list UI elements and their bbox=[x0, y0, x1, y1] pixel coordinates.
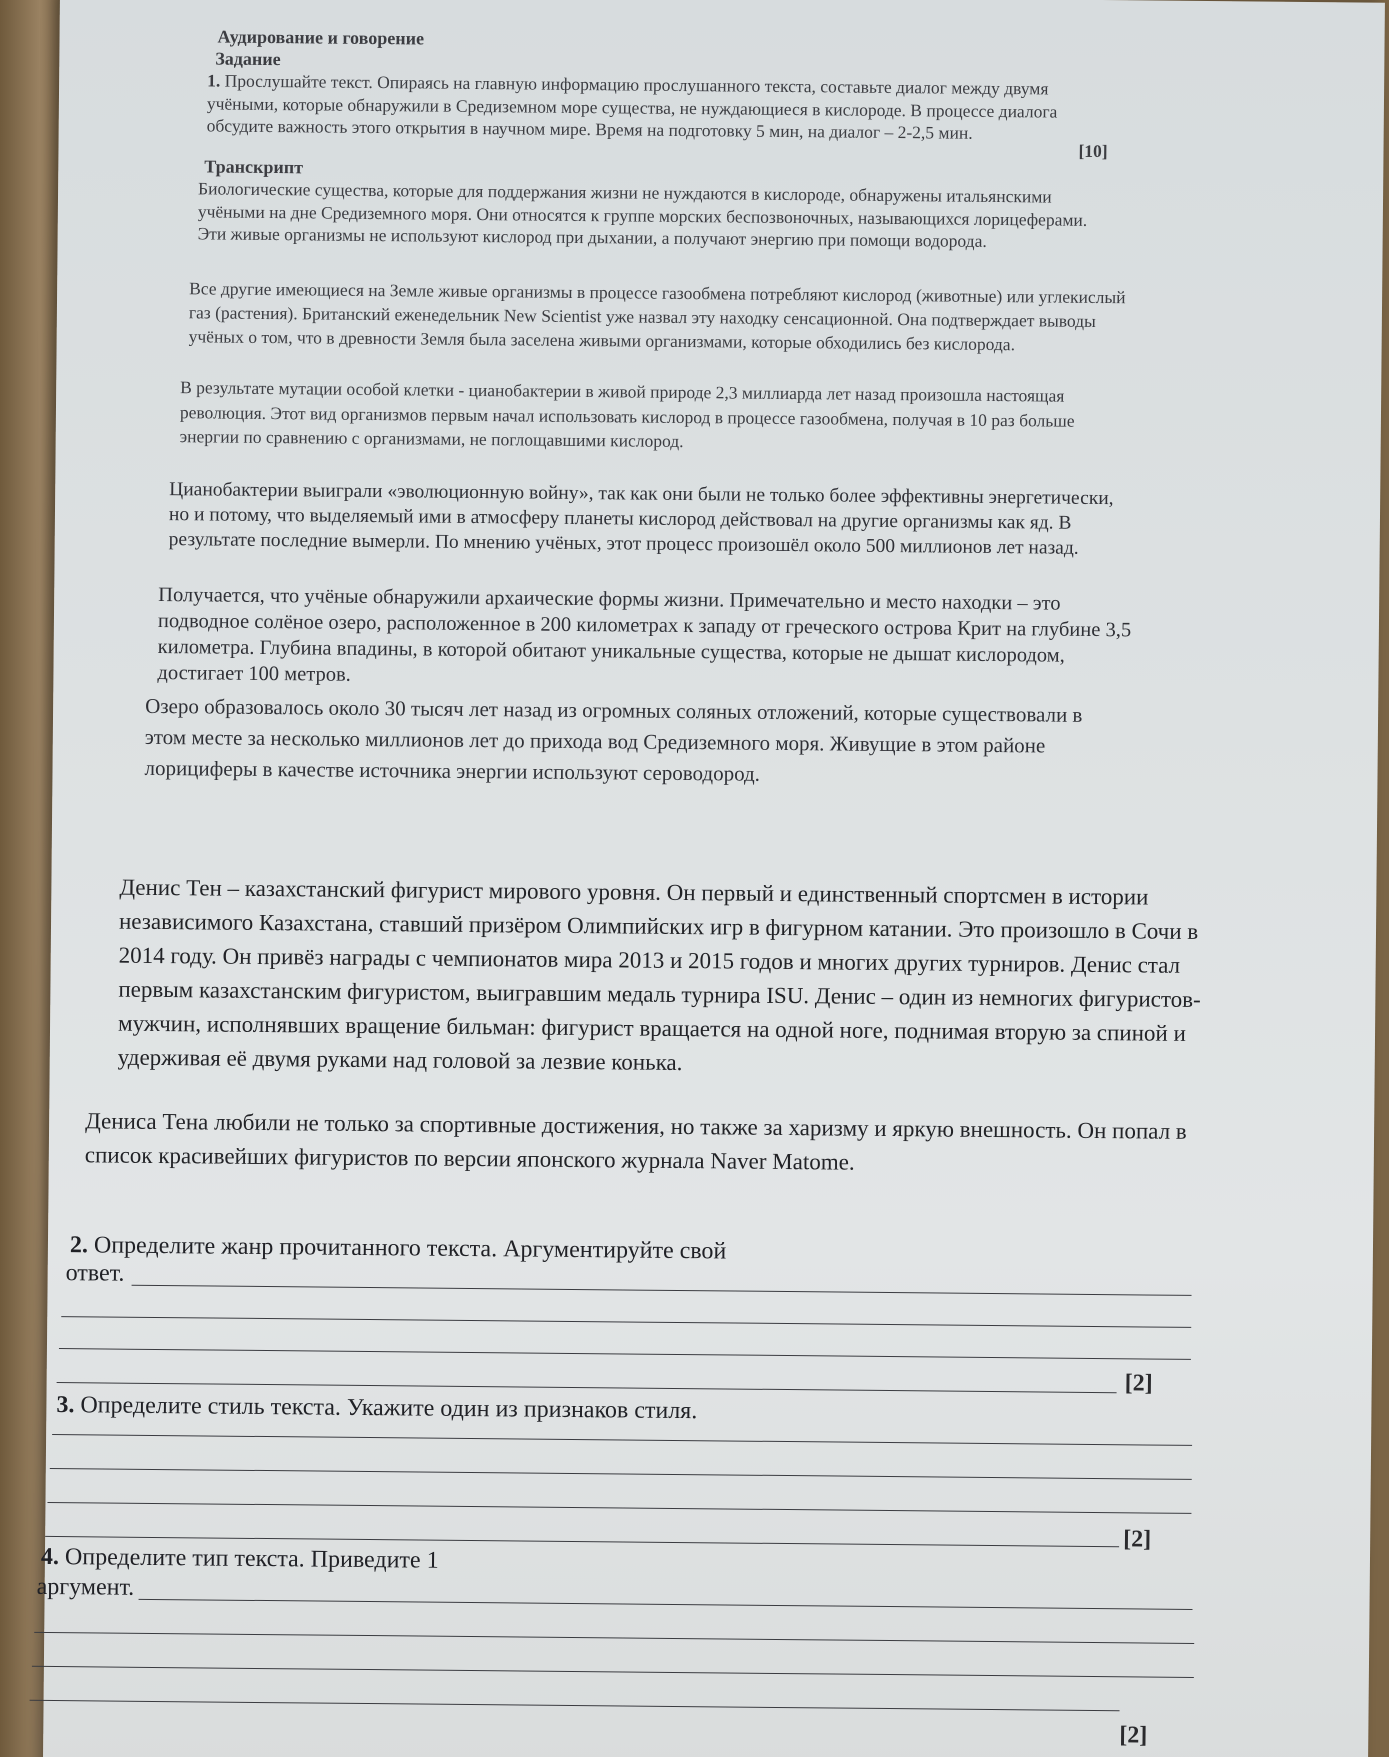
task-label: Задание bbox=[215, 48, 281, 70]
transcript-paragraph: Цианобактерии выиграли «эволюционную войну», так как они были не только более эффективны энергетически, но и потому, что выделяемый ими в атмосферу планеты кислород действовал на другие организмы как яд. В результате последние вымерли. По мнению учёных, этот процесс произошёл около 500 миллионов лет назад. bbox=[168, 479, 1114, 559]
question-4-score: [2] bbox=[1119, 1722, 1148, 1749]
answer-line[interactable] bbox=[34, 1632, 1194, 1644]
question-3-number: 3. bbox=[56, 1392, 75, 1419]
task-1-number: 1. bbox=[207, 70, 221, 91]
question-2-score: [2] bbox=[1124, 1370, 1153, 1397]
answer-line[interactable] bbox=[61, 1316, 1191, 1328]
answer-line[interactable] bbox=[47, 1502, 1191, 1514]
task-1-text: Прослушайте текст. Опираясь на главную информацию прослушанного текста, составьте диалог между двумя учёными, которые обнаружили в Средиземном море существа, не нуждающиеся в кислороде. В процессе диалога обсудите важность этого открытия в научном мире. Время на подготовку 5 мин, на диалог – 2-2,5 мин. bbox=[206, 70, 1058, 143]
answer-line[interactable] bbox=[132, 1285, 1192, 1296]
transcript-paragraph: Получается, что учёные обнаружили архаические формы жизни. Примечательно и место находки – это подводное солёное озеро, расположенное в 200 километрах к западу от греческого острова Крит на глубине 3,5 километра. Глубина впадины, в которой обитают уникальные существа, которые не дышат кислородом, достигает 100 метров. bbox=[157, 583, 1132, 686]
worksheet-page bbox=[36, 0, 1385, 1757]
question-2-text-cont: ответ. bbox=[65, 1260, 125, 1287]
transcript-paragraph: Все другие имеющиеся на Земле живые организмы в процессе газообмена потребляют кислород (животные) или углекислый газ (растения). Британский еженедельник New Scientist уже назвал эту находку сенсационной. Она подтверждает выводы учёных о том, что в древности Земля была заселена живыми организмами, которые обходились без кислорода. bbox=[188, 278, 1126, 355]
question-2 bbox=[70, 1230, 870, 1268]
question-4-text: Определите тип текста. Приведите 1 bbox=[64, 1544, 439, 1574]
transcript-label: Транскрипт bbox=[204, 156, 304, 178]
answer-line[interactable] bbox=[52, 1434, 1192, 1446]
answer-line[interactable] bbox=[59, 1348, 1191, 1360]
transcript-paragraph: Озеро образовалось около 30 тысяч лет назад из огромных соляных отложений, которые существовали в этом месте за несколько миллионов лет до прихода вод Средиземного моря. Живущие в этом районе лорициферы в качестве источника энергии используют сероводород. bbox=[144, 693, 1083, 786]
question-4-text-cont: аргумент. bbox=[36, 1573, 135, 1601]
transcript-paragraph: В результате мутации особой клетки - цианобактерии в живой природе 2,3 миллиарда лет назад произошла настоящая революция. Этот вид организмов первым начал использовать кислород в процессе газообмена, получая в 10 раз больше энергии по сравнению с организмами, не поглощавшими кислород. bbox=[179, 377, 1075, 452]
answer-line[interactable] bbox=[50, 1468, 1192, 1480]
question-2-number: 2. bbox=[69, 1232, 89, 1259]
answer-line[interactable] bbox=[139, 1599, 1193, 1610]
reading-paragraph: Денис Тен – казахстанский фигурист мирового уровня. Он первый и единственный спортсмен в истории независимого Казахстана, ставший призёром Олимпийских игр в фигурном катании. Это произошло в Сочи в 2014 году. Он привёз награды с чемпионатов мира 2013 и 2015 годов и многих других турниров. Денис стал первым казахстанским фигуристом, выигравшим медаль турнира ISU. Денис – один из немногих фигуристов-мужчин, исполнявших вращение бильман: фигурист вращается на одной ноге, поднимая вторую за спиной и удерживая её двумя руками над головой за лезвие конька. bbox=[117, 874, 1201, 1076]
question-3-score: [2] bbox=[1123, 1526, 1152, 1553]
transcript-paragraph: Биологические существа, которые для поддержания жизни не нуждаются в кислороде, обнаружены итальянскими учёными на дне Средиземного моря. Они относятся к группе морских беспозвоночных, называющихся лорицеферами. Эти живые организмы не используют кислород при дыхании, а получают энергию при помощи водорода. bbox=[197, 178, 1088, 251]
question-4-number: 4. bbox=[40, 1543, 60, 1571]
question-3 bbox=[56, 1390, 956, 1429]
answer-line[interactable] bbox=[30, 1700, 1120, 1711]
question-2-text: Определите жанр прочитанного текста. Аргументируйте свой bbox=[93, 1232, 727, 1265]
question-4 bbox=[41, 1542, 741, 1579]
question-3-text: Определите стиль текста. Укажите один из признаков стиля. bbox=[80, 1392, 698, 1425]
answer-line[interactable] bbox=[32, 1666, 1194, 1678]
reading-paragraph: Дениса Тена любили не только за спортивные достижения, но также за харизму и яркую внешность. Он попал в список красивейших фигуристов по версии японского журнала Naver Matome. bbox=[84, 1108, 1187, 1175]
task-1-score: [10] bbox=[1078, 140, 1108, 162]
task-1 bbox=[207, 69, 1108, 145]
section-title: Аудирование и говорение bbox=[217, 26, 425, 49]
